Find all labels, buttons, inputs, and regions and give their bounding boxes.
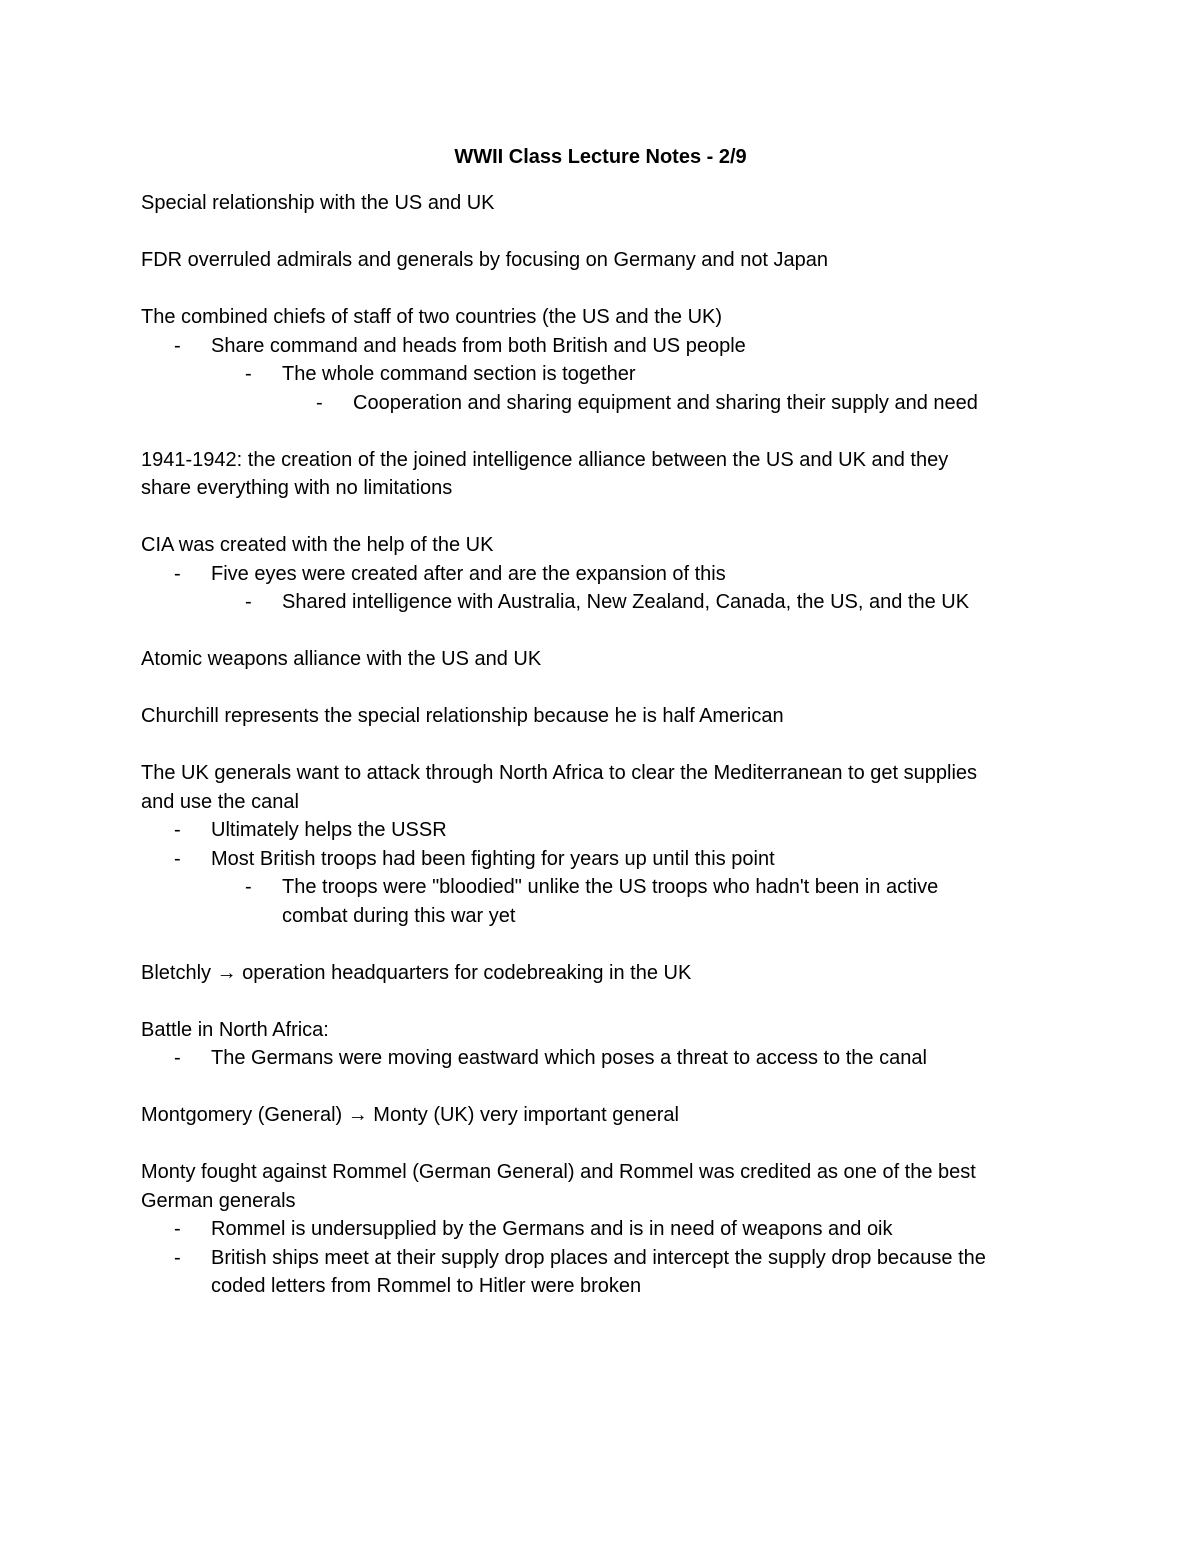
bullet-marker: - xyxy=(174,1218,181,1240)
bullet-marker: - xyxy=(316,391,323,414)
note-paragraph-line: Monty fought against Rommel (German General) and Rommel was credited as one of the best xyxy=(141,1161,976,1183)
note-paragraph: FDR overruled admirals and generals by focusing on Germany and not Japan xyxy=(141,249,829,271)
bullet-text: Share command and heads from both British and US people xyxy=(211,334,746,357)
note-paragraph: Battle in North Africa: xyxy=(141,1018,329,1041)
bullet-item xyxy=(141,560,1060,589)
page-title: WWII Class Lecture Notes - 2/9 xyxy=(454,146,747,168)
bullet-item xyxy=(141,845,1060,874)
note-paragraph: Special relationship with the US and UK xyxy=(141,192,495,214)
bullet-continuation xyxy=(141,1272,1060,1301)
bullet-text: Rommel is undersupplied by the Germans and is in need of weapons and oik xyxy=(211,1218,893,1240)
note-paragraph-line: 1941-1942: the creation of the joined intelligence alliance between the US and UK and they xyxy=(141,448,949,471)
bullet-text: The whole command section is together xyxy=(282,363,636,385)
note-paragraph: Churchill represents the special relationship because he is half American xyxy=(141,705,784,727)
note-paragraph-line: German generals xyxy=(141,1189,296,1212)
bullet-text: Five eyes were created after and are the expansion of this xyxy=(211,562,726,585)
spacer xyxy=(141,1073,1060,1102)
note-paragraph-line: share everything with no limitations xyxy=(141,477,453,499)
bullet-marker: - xyxy=(245,363,252,385)
bullet-text: The troops were "bloodied" unlike the US troops who hadn't been in active xyxy=(282,876,939,898)
bullet-item xyxy=(141,588,1060,617)
bullet-marker: - xyxy=(245,876,252,898)
bullet-marker: - xyxy=(174,1246,181,1269)
note-paragraph: Montgomery (General) → Monty (UK) very important general xyxy=(141,1104,679,1126)
bullet-marker: - xyxy=(245,591,252,613)
bullet-item xyxy=(141,389,1060,418)
note-paragraph-line: and use the canal xyxy=(141,790,299,813)
bullet-text: Ultimately helps the USSR xyxy=(211,819,447,841)
spacer xyxy=(141,275,1060,304)
bullet-text: British ships meet at their supply drop places and intercept the supply drop because the xyxy=(211,1246,986,1269)
spacer xyxy=(141,987,1060,1016)
spacer xyxy=(141,674,1060,703)
bullet-text: coded letters from Rommel to Hitler were broken xyxy=(211,1275,642,1297)
note-paragraph: The combined chiefs of staff of two countries (the US and the UK) xyxy=(141,306,723,328)
bullet-marker: - xyxy=(174,1047,181,1069)
spacer xyxy=(141,218,1060,247)
bullet-marker: - xyxy=(174,334,181,357)
bullet-item xyxy=(141,360,1060,389)
note-paragraph: CIA was created with the help of the UK xyxy=(141,534,494,556)
bullet-text: Most British troops had been fighting for years up until this point xyxy=(211,847,775,870)
bullet-item xyxy=(141,1215,1060,1244)
bullet-text: The Germans were moving eastward which poses a threat to access to the canal xyxy=(211,1047,927,1069)
note-paragraph: Atomic weapons alliance with the US and UK xyxy=(141,648,542,670)
bullet-marker: - xyxy=(174,819,181,841)
spacer xyxy=(141,731,1060,760)
bullet-text: Shared intelligence with Australia, New Zealand, Canada, the US, and the UK xyxy=(282,591,970,613)
note-paragraph-line: The UK generals want to attack through North Africa to clear the Mediterranean to get supplies xyxy=(141,762,978,784)
spacer xyxy=(141,417,1060,446)
bullet-item xyxy=(141,816,1060,845)
bullet-text: Cooperation and sharing equipment and sharing their supply and need xyxy=(353,391,978,414)
bullet-item xyxy=(141,1244,1060,1273)
note-paragraph: Bletchly → operation headquarters for codebreaking in the UK xyxy=(141,961,692,984)
spacer xyxy=(141,503,1060,532)
spacer xyxy=(141,1130,1060,1159)
bullet-marker: - xyxy=(174,847,181,870)
bullet-item xyxy=(141,1044,1060,1073)
spacer xyxy=(141,930,1060,959)
bullet-text: combat during this war yet xyxy=(282,904,516,927)
bullet-item xyxy=(141,873,1060,902)
spacer xyxy=(141,617,1060,646)
bullet-marker: - xyxy=(174,562,181,585)
bullet-continuation xyxy=(141,902,1060,931)
bullet-item xyxy=(141,332,1060,361)
